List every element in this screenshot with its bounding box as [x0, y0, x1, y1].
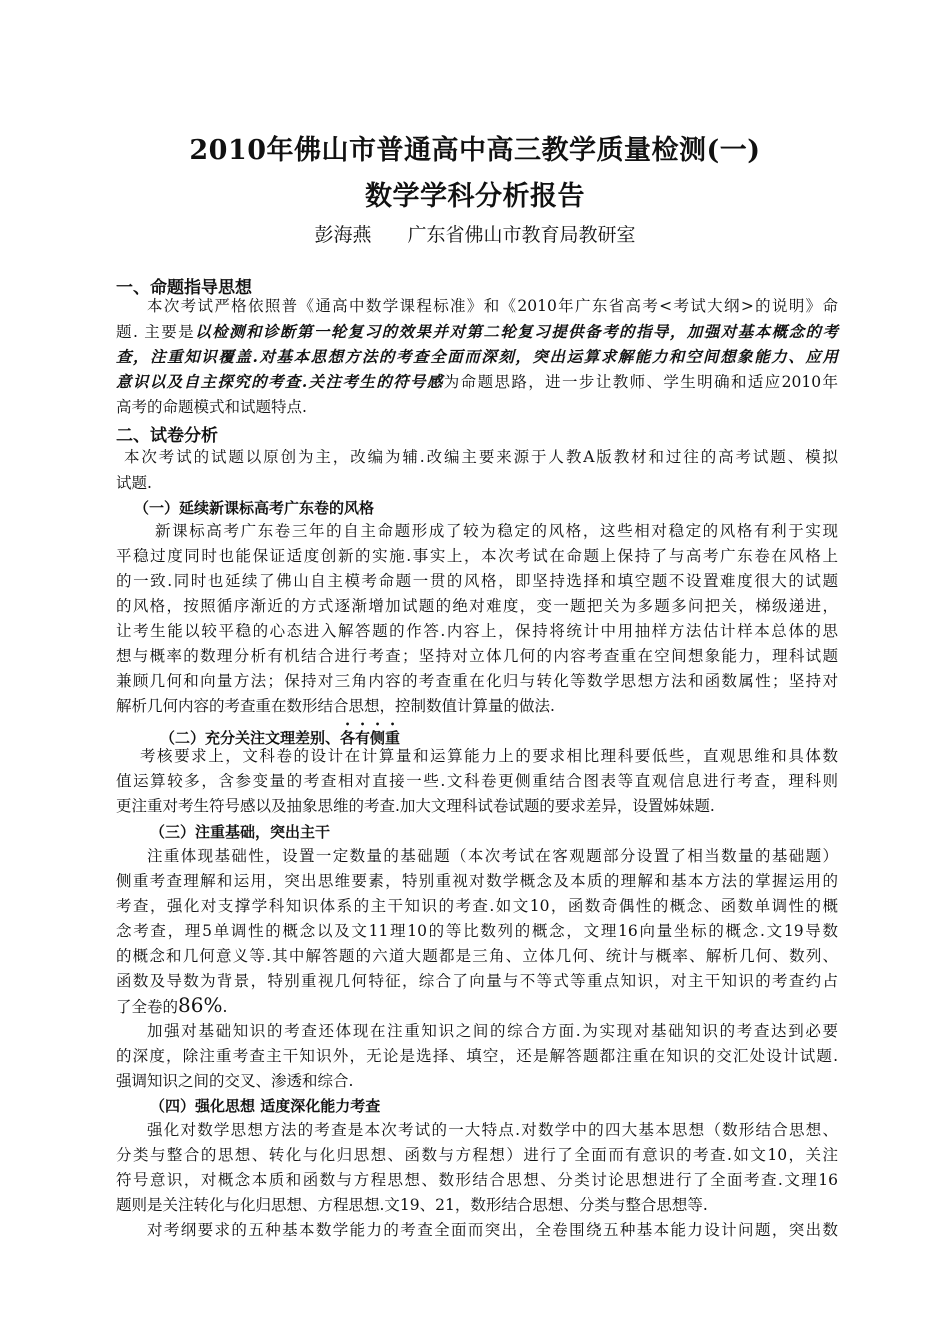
paragraph-line: 强化对数学思想方法的考查是本次考试的一大特点.对数学中的四大基本思想（数形结合思想、 — [147, 1121, 838, 1139]
section-heading-2: 二、试卷分析 — [116, 426, 218, 446]
paragraph-line: 注重体现基础性，设置一定数量的基础题（本次考试在客观题部分设置了相当数量的基础题） — [147, 847, 838, 865]
paragraph-line: 兼顾几何和向量方法；保持对三角内容的考查重在化归与转化等数学思想方法和函数属性；坚持对 — [116, 672, 838, 690]
paragraph-line: 本次考试的试题以原创为主，改编为辅.改编主要来源于人教A版教材和过往的高考试题、模拟 — [124, 448, 838, 466]
emphasis-line: 查，注重知识覆盖.对基本思想方法的考查全面而深刻，突出运算求解能力和空间想象能力、应用 — [116, 347, 838, 366]
paragraph-line: 符号意识，对概念本质和函数与方程思想、数形结合思想、分类讨论思想进行了全面考查.文理16 — [116, 1171, 838, 1189]
paragraph-line: 的风格，按照循序渐近的方式逐渐增加试题的绝对难度，变一题把关为多题多问把关，梯级递进， — [116, 597, 838, 615]
paragraph-line: 想与概率的数理分析有机结合进行考查；坚持对立体几何的内容考查重在空间想象能力，理科试题 — [116, 647, 838, 665]
percent-value: 86% — [178, 993, 223, 1017]
paragraph-line — [116, 371, 838, 393]
document-title: 2010年佛山市普通高中高三教学质量检测(一) — [189, 135, 761, 166]
author-name: 彭海燕 — [314, 224, 372, 246]
paragraph-line — [116, 321, 838, 343]
subsection-heading-2 — [160, 720, 400, 748]
paragraph-line: 侧重考查理解和运用，突出思维要素，特别重视对数学概念及本质的理解和基本方法的掌握运用的 — [116, 872, 838, 890]
paragraph-line: 值运算较多，含参变量的考查相对直接一些.文科卷更侧重结合图表等直观信息进行考查，理科则 — [116, 772, 838, 790]
subsection-heading-1: （一）延续新课标高考广东卷的风格 — [134, 499, 375, 517]
paragraph-line: 加强对基础知识的考查还体现在注重知识之间的综合方面.为实现对基础知识的考查达到必要 — [147, 1022, 838, 1040]
paragraph-line: 解析几何内容的考查重在数形结合思想，控制数值计算量的做法. — [116, 697, 555, 715]
paragraph-line: 的深度，除注重考查主干知识外，无论是选择、填空，还是解答题都注重在知识的交汇处设计试题. — [116, 1047, 838, 1065]
heading-emphasis-text: 各有侧重 — [340, 729, 401, 747]
emphasis-text: 意识以及自主探究的考查.关注考生的符号感 — [116, 372, 444, 391]
text-run: . — [222, 998, 228, 1016]
text-run: 为命题思路，进一步让教师、学生明确和适应2010年 — [443, 373, 838, 391]
paragraph-line — [116, 994, 838, 1018]
paragraph-line: 试题. — [116, 474, 152, 492]
paragraph-line: 新课标高考广东卷三年的自主命题形成了较为稳定的风格，这些相对稳定的风格有利于实现 — [155, 522, 838, 540]
heading-text: （二）充分关注文理差别、 — [160, 729, 341, 747]
text-run: 了全卷的 — [116, 998, 179, 1016]
paragraph-line: 平稳过度同时也能保证适度创新的实施.事实上，本次考试在命题上保持了与高考广东卷在风格上 — [116, 547, 838, 565]
emphasis-text: 以检测和诊断第一轮复习的效果并对第二轮复习提供备考的指导，加强对基本概念的考 — [195, 322, 838, 341]
text-run: 题. 主要是 — [116, 323, 196, 341]
paragraph-line: 考查，强化对支撑学科知识体系的主干知识的考查.如文10，函数奇偶性的概念、函数单调性的概 — [116, 897, 838, 915]
paragraph-line: 函数及导数为背景，特别重视几何特征，综合了向量与不等式等重点知识，对主干知识的考查约占 — [116, 972, 838, 990]
paragraph-line: 本次考试严格依照普《通高中数学课程标准》和《2010年广东省高考<考试大纲>的说明》命 — [147, 297, 838, 315]
paragraph-line: 对考纲要求的五种基本数学能力的考查全面而突出，全卷围绕五种基本能力设计问题，突出数 — [147, 1221, 838, 1239]
author-affiliation: 广东省佛山市教育局教研室 — [407, 224, 636, 246]
paragraph-line: 分类与整合的思想、转化与化归思想、函数与方程想）进行了全面而有意识的考查.如文10，关注 — [116, 1146, 838, 1164]
paragraph-line: 念考查，理5单调性的概念以及文11理10的等比数列的概念，文理16向量坐标的概念.文19导数 — [116, 922, 838, 940]
subsection-heading-3: （三）注重基础，突出主干 — [150, 823, 331, 841]
section-heading-1: 一、命题指导思想 — [116, 278, 252, 298]
paragraph-line: 考核要求上，文科卷的设计在计算量和运算能力上的要求相比理科要低些，直观思维和具体数 — [140, 747, 838, 765]
author-line — [0, 220, 950, 247]
subsection-heading-4: （四）强化思想 适度深化能力考查 — [150, 1097, 381, 1115]
paragraph-line: 的一致.同时也延续了佛山自主模考命题一贯的风格，即坚持选择和填空题不设置难度很大的试题 — [116, 572, 838, 590]
paragraph-line: 让考生能以较平稳的心态进入解答题的作答.内容上，保持将统计中用抽样方法估计样本总体的思 — [116, 622, 838, 640]
paragraph-line: 更注重对考生符号感以及抽象思维的考查.加大文理科试卷试题的要求差异，设置姊妹题. — [116, 797, 715, 815]
document-subtitle: 数学学科分析报告 — [365, 181, 585, 212]
paragraph-line: 强调知识之间的交叉、渗透和综合. — [116, 1072, 354, 1090]
paragraph-line: 高考的命题模式和试题特点. — [116, 398, 307, 416]
paragraph-line: 的概念和几何意义等.其中解答题的六道大题都是三角、立体几何、统计与概率、解析几何、数列、 — [116, 947, 838, 965]
paragraph-line: 题则是关注转化与化归思想、方程思想.文19、21，数形结合思想、分类与整合思想等. — [116, 1196, 708, 1214]
